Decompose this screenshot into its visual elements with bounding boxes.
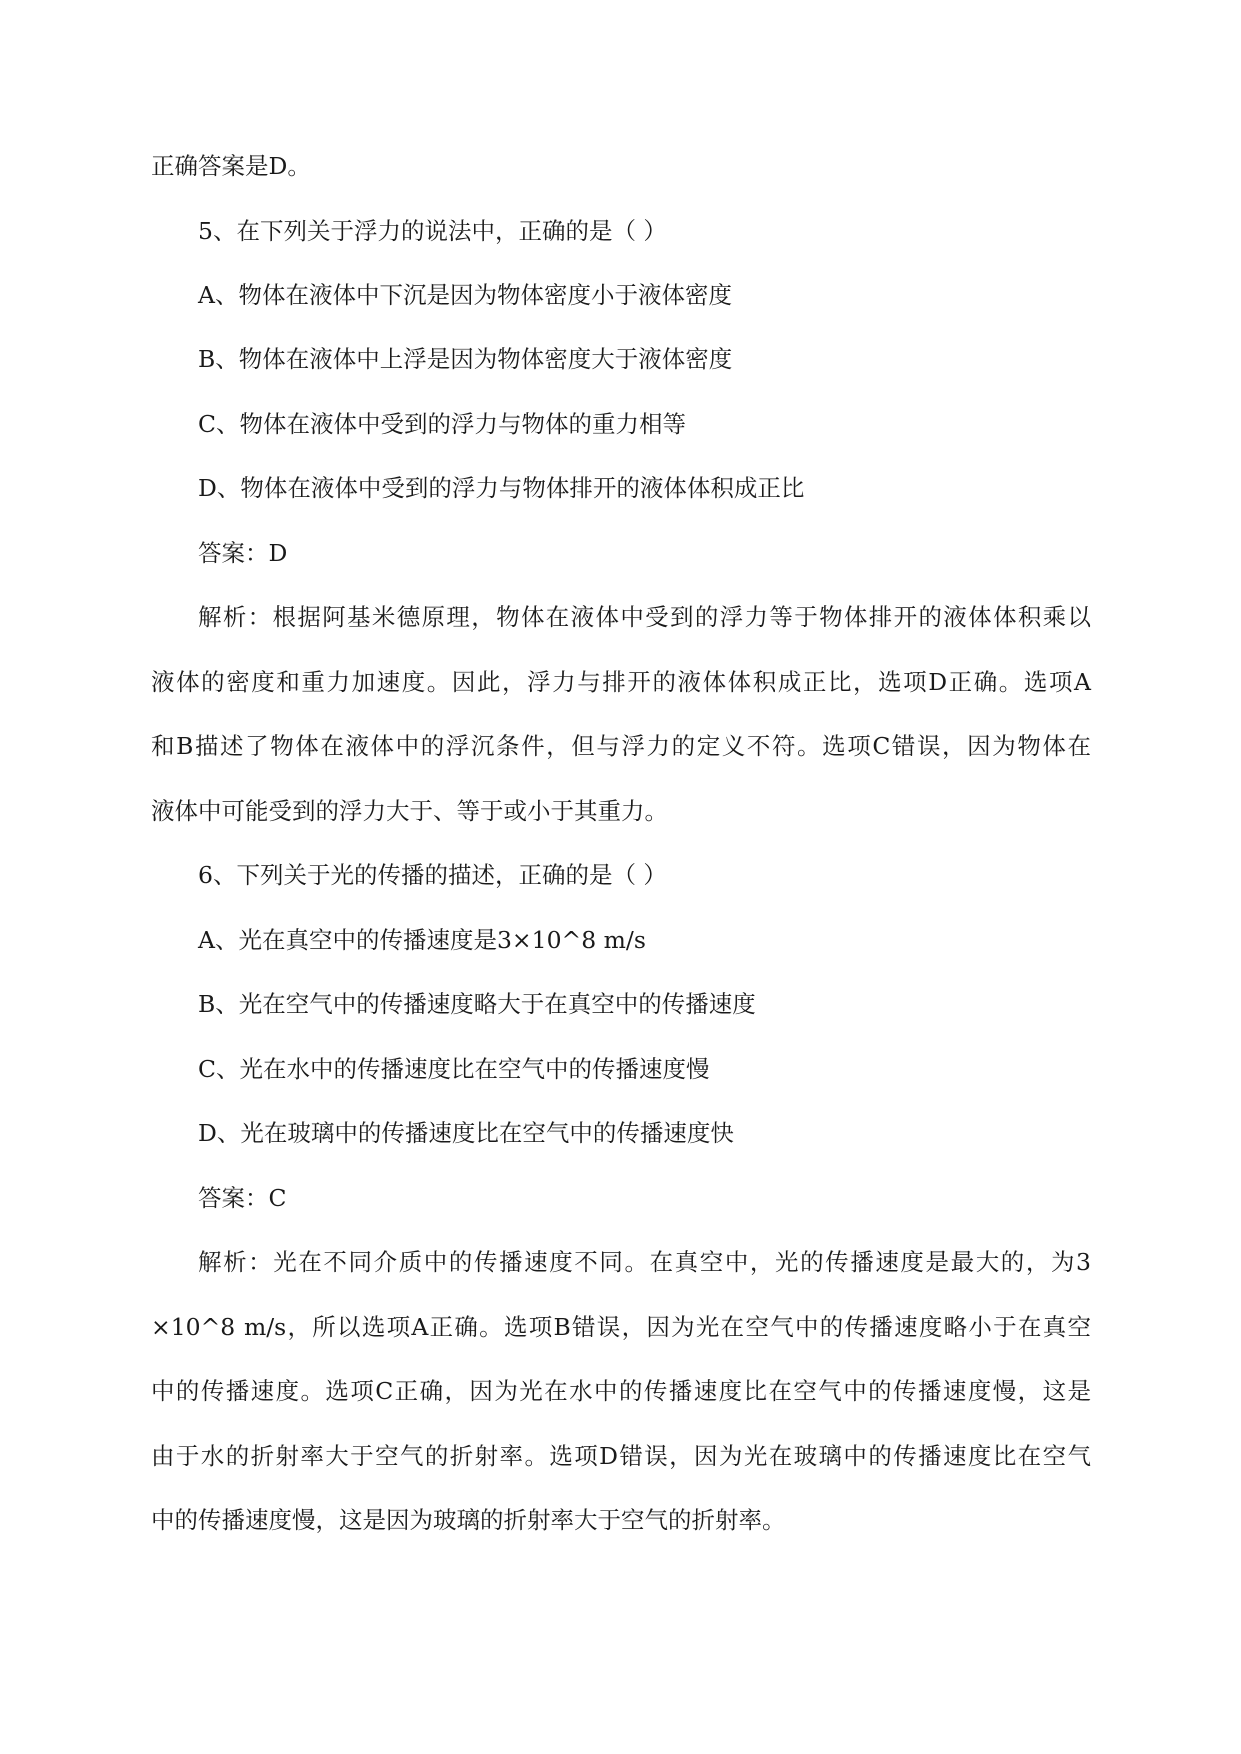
q6-explanation-line-2: ×10^8 m/s，所以选项A正确。选项B错误，因为光在空气中的传播速度略小于在真空 [151, 1313, 1091, 1341]
previous-answer-conclusion: 正确答案是D。 [151, 152, 311, 180]
q6-question: 6、下列关于光的传播的描述，正确的是（ ） [198, 861, 667, 889]
q5-option-b: B、物体在液体中上浮是因为物体密度大于液体密度 [198, 345, 733, 373]
q5-option-a: A、物体在液体中下沉是因为物体密度小于液体密度 [198, 281, 732, 309]
q5-explanation-line-1: 解析：根据阿基米德原理，物体在液体中受到的浮力等于物体排开的液体体积乘以 [198, 603, 1091, 631]
q5-explanation-line-2: 液体的密度和重力加速度。因此，浮力与排开的液体体积成正比，选项D正确。选项A [151, 668, 1091, 696]
q5-answer: 答案：D [198, 539, 288, 567]
q6-explanation-line-3: 中的传播速度。选项C正确，因为光在水中的传播速度比在空气中的传播速度慢，这是 [151, 1377, 1091, 1405]
q5-option-c: C、物体在液体中受到的浮力与物体的重力相等 [198, 410, 686, 438]
q6-option-a: A、光在真空中的传播速度是3×10^8 m/s [198, 926, 646, 954]
q5-option-d: D、物体在液体中受到的浮力与物体排开的液体体积成正比 [198, 474, 805, 502]
q6-answer: 答案：C [198, 1184, 287, 1212]
q6-option-c: C、光在水中的传播速度比在空气中的传播速度慢 [198, 1055, 710, 1083]
q5-explanation-line-4: 液体中可能受到的浮力大于、等于或小于其重力。 [151, 797, 668, 825]
q6-explanation-line-5: 中的传播速度慢，这是因为玻璃的折射率大于空气的折射率。 [151, 1506, 786, 1534]
q6-explanation-line-1: 解析：光在不同介质中的传播速度不同。在真空中，光的传播速度是最大的，为3 [198, 1248, 1091, 1276]
q6-option-b: B、光在空气中的传播速度略大于在真空中的传播速度 [198, 990, 756, 1018]
q6-explanation-line-4: 由于水的折射率大于空气的折射率。选项D错误，因为光在玻璃中的传播速度比在空气 [151, 1442, 1091, 1470]
q6-option-d: D、光在玻璃中的传播速度比在空气中的传播速度快 [198, 1119, 734, 1147]
q5-question: 5、在下列关于浮力的说法中，正确的是（ ） [198, 217, 667, 245]
q5-explanation-line-3: 和B描述了物体在液体中的浮沉条件，但与浮力的定义不符。选项C错误，因为物体在 [151, 732, 1091, 760]
